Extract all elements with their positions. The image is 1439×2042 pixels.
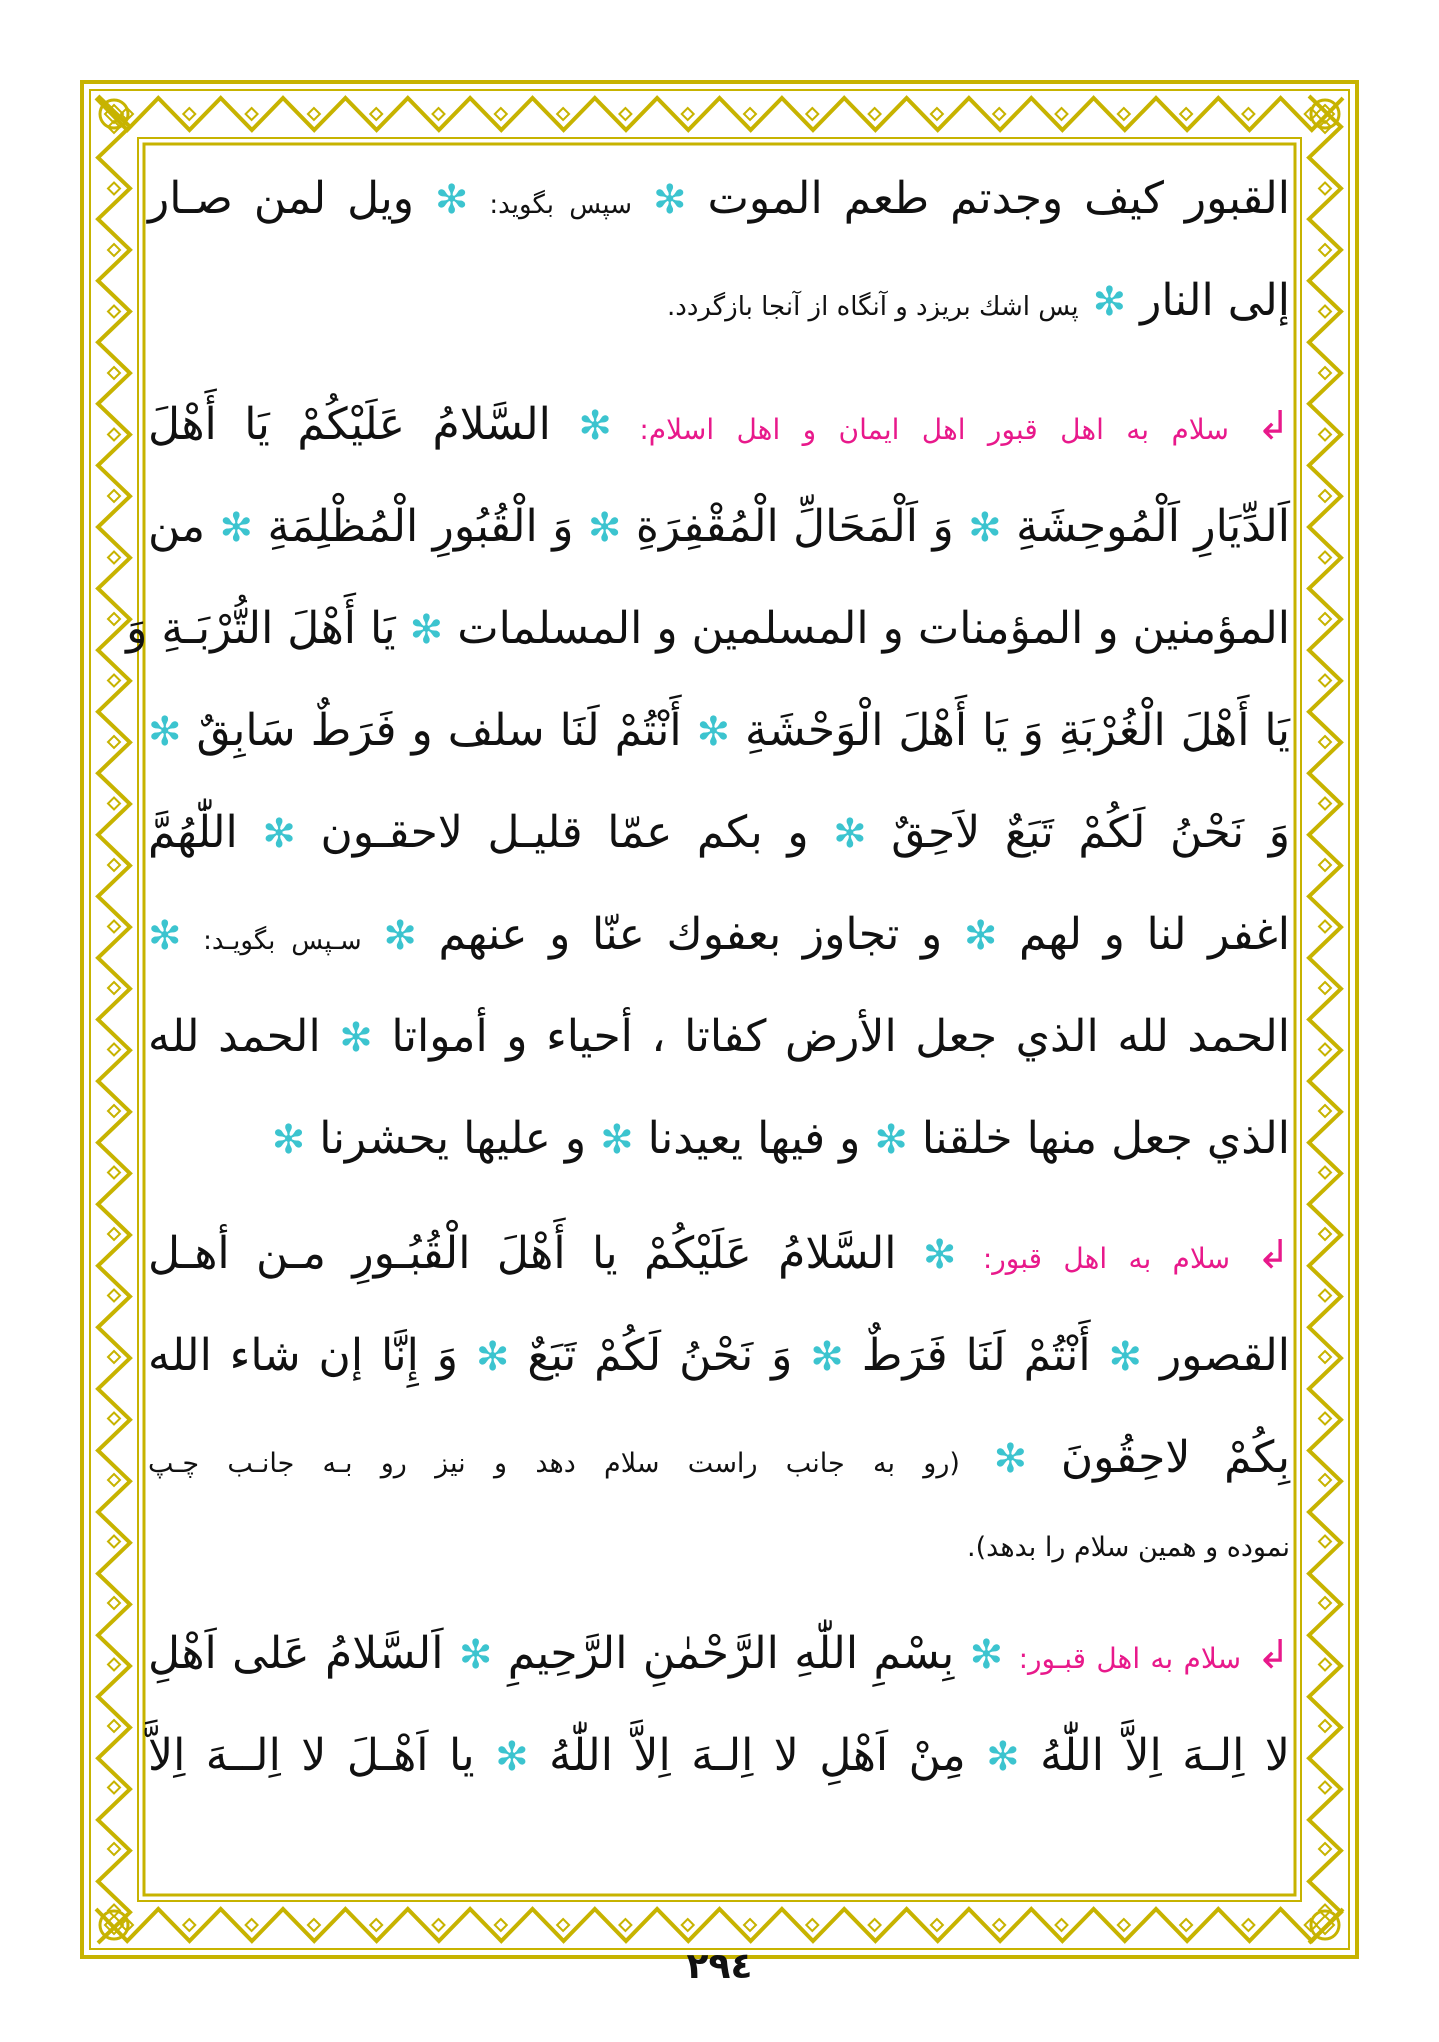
- text-segment: وَ الْقُبُورِ الْمُظْلِمَةِ: [267, 501, 574, 552]
- text-segment: السَّلامُ عَلَيْكُمْ يا أَهْلَ الْقُبُـورِ مـن أهـل: [148, 1228, 897, 1279]
- text-line-2: [148, 275, 1290, 326]
- text-line-11: [148, 1228, 1290, 1279]
- text-line-14: [148, 1520, 1290, 1564]
- text-segment: اَلسَّلامُ عَلى اَهْلِ: [148, 1628, 444, 1679]
- asterisk-icon: ✻: [578, 403, 612, 449]
- asterisk-icon: ✻: [458, 1632, 493, 1678]
- text-line-1: [148, 173, 1290, 224]
- text-segment: و تجاوز بعفوك عنّا و عنهم: [438, 909, 943, 960]
- text-line-7: [148, 807, 1290, 858]
- text-segment: ويل لمن صـار: [148, 173, 414, 224]
- text-segment: يَا أَهْلَ التُّرْبَـةِ وَ: [126, 603, 396, 654]
- text-line-4: [148, 501, 1290, 552]
- asterisk-icon: ✻: [963, 913, 998, 959]
- text-segment: وَ إِنَّا إن شاء الله: [148, 1330, 459, 1381]
- text-segment: أَنْتُمْ لَنَا سلف و فَرَطٌ سَابِقٌ: [196, 705, 682, 756]
- asterisk-icon: ✻: [475, 1334, 510, 1380]
- text-segment: الذي جعل منها خلقنا: [921, 1113, 1290, 1164]
- asterisk-icon: ✻: [922, 1232, 957, 1278]
- text-segment: بِكُمْ لاحِقُونَ: [1060, 1432, 1290, 1483]
- section-heading: سلام به اهل قبور اهل ايمان و اهل اسلام:: [639, 413, 1229, 446]
- hook-arrow-icon: ↲: [1256, 1232, 1290, 1278]
- asterisk-icon: ✻: [968, 505, 1002, 551]
- text-segment: الحمد لله: [148, 1011, 321, 1062]
- instruction-text: سپس بگويد:: [489, 190, 633, 220]
- text-segment: وَ نَحْنُ لَكُمْ تَبَعٌ: [527, 1330, 793, 1381]
- asterisk-icon: ✻: [262, 811, 296, 857]
- page-number: ۲۹٤: [686, 1946, 753, 1987]
- asterisk-icon: ✻: [383, 913, 417, 959]
- page-text: [126, 152, 1290, 1892]
- instruction-text: (رو به جانب راست سلام دهد و نيز رو بـه جانـب چـپ: [148, 1448, 960, 1479]
- text-line-12: [148, 1330, 1290, 1381]
- text-segment: و عليها يحشرنا: [319, 1113, 587, 1164]
- instruction-text: پس اشك بريزد و آنگاه از آنجا بازگردد.: [667, 292, 1079, 322]
- asterisk-icon: ✻: [1108, 1334, 1143, 1380]
- text-line-8: [148, 909, 1290, 960]
- asterisk-icon: ✻: [587, 505, 622, 551]
- asterisk-icon: ✻: [993, 1436, 1028, 1482]
- text-segment: إلى النار: [1140, 275, 1290, 326]
- text-segment: بِسْمِ اللّٰهِ الرَّحْمٰنِ الرَّحِيمِ: [507, 1628, 955, 1679]
- asterisk-icon: ✻: [339, 1015, 373, 1061]
- asterisk-icon: ✻: [696, 709, 731, 755]
- asterisk-icon: ✻: [874, 1117, 908, 1163]
- section-heading: سلام به اهل قبـور:: [1018, 1642, 1242, 1675]
- text-segment: لا اِلـهَ اِلاَّ اللّٰهُ: [1040, 1730, 1290, 1781]
- asterisk-icon: ✻: [986, 1734, 1020, 1780]
- asterisk-icon: ✻: [653, 177, 687, 223]
- hook-arrow-icon: ↲: [1256, 1632, 1290, 1678]
- text-line-6: [148, 705, 1290, 756]
- text-line-9: [148, 1011, 1290, 1062]
- text-segment: السَّلامُ عَلَيْكُمْ يَا أَهْلَ: [148, 399, 551, 450]
- text-segment: اغفر لنا و لهم: [1019, 909, 1290, 960]
- text-segment: القصور: [1159, 1330, 1290, 1381]
- asterisk-icon: ✻: [600, 1117, 634, 1163]
- asterisk-icon: ✻: [434, 177, 469, 223]
- text-line-13: [148, 1432, 1290, 1483]
- asterisk-icon: ✻: [409, 607, 444, 653]
- asterisk-icon: ✻: [1092, 279, 1127, 325]
- text-segment: أَنْتُمْ لَنَا فَرَطٌ: [861, 1330, 1091, 1381]
- text-segment: يا اَهْـلَ لا اِلــهَ اِلاَّ: [148, 1730, 475, 1781]
- asterisk-icon: ✻: [969, 1632, 1004, 1678]
- asterisk-icon: ✻: [833, 811, 867, 857]
- asterisk-icon: ✻: [495, 1734, 529, 1780]
- text-segment: المؤمنين و المؤمنات و المسلمين و المسلمات: [457, 603, 1290, 654]
- asterisk-icon: ✻: [219, 505, 254, 551]
- text-line-10: [148, 1113, 1290, 1164]
- instruction-text: نموده و همين سلام را بدهد).: [967, 1532, 1290, 1563]
- text-segment: الحمد لله الذي جعل الأرض كفاتا ، أحياء و أمواتا: [391, 1011, 1290, 1062]
- text-segment: يَا أَهْلَ الْغُرْبَةِ وَ يَا أَهْلَ الْوَحْشَةِ: [745, 705, 1290, 756]
- text-segment: و فيها يعيدنا: [647, 1113, 861, 1164]
- text-segment: اللّٰهُمَّ: [148, 807, 238, 858]
- text-segment: وَ اَلْمَحَالِّ الْمُقْفِرَةِ: [635, 501, 954, 552]
- text-segment: مِنْ اَهْلِ لا اِلـهَ اِلاَّ اللّٰهُ: [549, 1730, 966, 1781]
- text-line-15: [148, 1628, 1290, 1679]
- asterisk-icon: ✻: [271, 1117, 306, 1163]
- asterisk-icon: ✻: [810, 1334, 844, 1380]
- asterisk-icon: ✻: [148, 709, 182, 755]
- text-segment: من: [148, 501, 206, 552]
- asterisk-icon: ✻: [148, 913, 182, 959]
- hook-arrow-icon: ↲: [1256, 403, 1290, 449]
- text-segment: اَلدِّيَارِ اَلْمُوحِشَةِ: [1016, 501, 1290, 552]
- text-segment: و بكم عمّا قليـل لاحقـون: [320, 807, 809, 858]
- section-heading: سلام به اهل قبور:: [982, 1242, 1231, 1275]
- text-line-5: [126, 603, 1290, 654]
- text-line-3: [148, 399, 1290, 450]
- text-segment: وَ نَحْنُ لَكُمْ تَبَعٌ لاَحِقٌ: [891, 807, 1290, 858]
- instruction-text: سـپس بگويـد:: [203, 926, 362, 956]
- text-segment: القبور كيف وجدتم طعم الموت: [707, 173, 1290, 224]
- text-line-16: [148, 1730, 1290, 1781]
